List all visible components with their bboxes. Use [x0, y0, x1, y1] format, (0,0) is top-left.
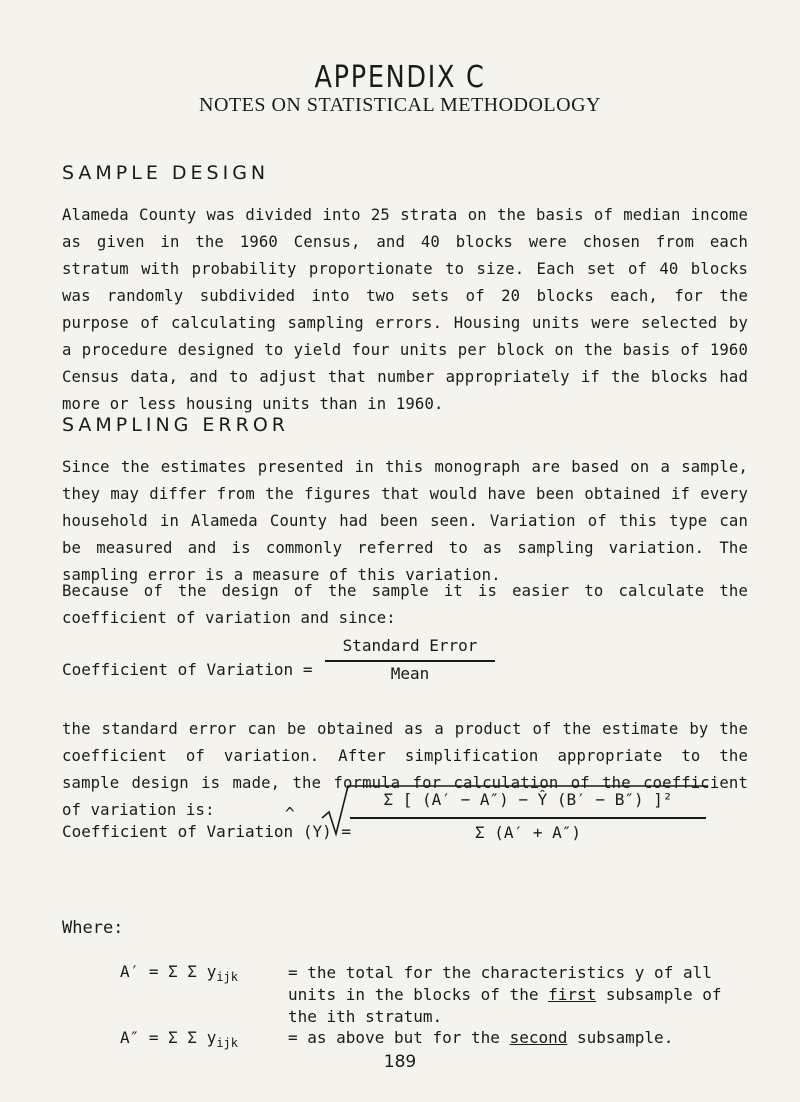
- definition-a-double-prime-underlined: second: [509, 1028, 568, 1047]
- formula-cv-y-denominator: Σ (A′ + A″): [475, 823, 581, 842]
- section-heading-sample-design: SAMPLE DESIGN: [62, 162, 270, 184]
- paragraph-design-note: Because of the design of the sample it is easier to calculate the coefficient of variation and since:: [62, 582, 748, 627]
- paragraph-standard-error: the standard error can be obtained as a product of the estimate by the coefficient of variation. After simplification appropriate to the sample design is made, the formula for calculation of the coefficient of variation is:: [62, 720, 748, 819]
- definition-a-double-prime: [120, 1028, 238, 1050]
- definition-a-double-prime-text: [288, 1028, 750, 1047]
- appendix-title: APPENDIX C: [314, 60, 486, 95]
- formula-cv-label: Coefficient of Variation =: [62, 660, 313, 679]
- formula-cv-y-numerator: Σ [ (A′ − A″) − Ŷ (B′ − B″) ]²: [383, 790, 673, 809]
- formula-cv-y-fraction-bar: [350, 817, 706, 819]
- definition-a-double-prime-symbol: A″ = Σ Σ y: [120, 1028, 217, 1047]
- formula-cv-denominator: Mean: [390, 664, 430, 683]
- definition-a-prime-underlined: first: [548, 985, 597, 1004]
- appendix-subtitle: NOTES ON STATISTICAL METHODOLOGY: [199, 94, 601, 116]
- definition-a-double-prime-text-after: subsample.: [567, 1028, 674, 1047]
- paragraph-sampling-variation: Since the estimates presented in this monograph are based on a sample, they may differ from the figures that would have been obtained if every household in Alameda County had been seen. Variation of this type can be measured and is commonly referred to as sampling variation. The sampling error is a measure of this variation.: [62, 458, 748, 584]
- definition-a-double-prime-text-before: = as above but for the: [288, 1028, 510, 1047]
- section-heading-sampling-error: SAMPLING ERROR: [62, 414, 289, 436]
- definition-a-prime-text-after: subsample of the ith stratum.: [288, 985, 722, 1026]
- formula-cv-y-label: Coefficient of Variation (Y) =: [62, 822, 351, 841]
- definition-a-prime-text: [288, 962, 750, 1028]
- formula-cv-y-hat: ^: [285, 804, 295, 823]
- paragraph-sample-design: Alameda County was divided into 25 strata on the basis of median income as given in the 1960 Census, and 40 blocks were chosen from each stratum with probability proportionate to size. Each set of 40 blocks was randomly subdivided into two sets of 20 blocks each, for the purpose of calculating sampling errors. Housing units were selected by a procedure designed to yield four units per block on the basis of 1960 Census data, and to adjust that number appropriately if the blocks had more or less housing units than in 1960.: [62, 206, 748, 413]
- definition-a-prime-symbol: A′ = Σ Σ y: [120, 962, 217, 981]
- definition-a-prime-subscript: ijk: [216, 970, 239, 985]
- definition-a-prime-text-before: = the total for the characteristics y of all units in the blocks of the: [288, 963, 712, 1004]
- where-label: Where:: [62, 918, 124, 938]
- definition-a-double-prime-subscript: ijk: [216, 1036, 239, 1051]
- page-number: 189: [383, 1052, 417, 1072]
- formula-cv-numerator: Standard Error: [342, 636, 478, 655]
